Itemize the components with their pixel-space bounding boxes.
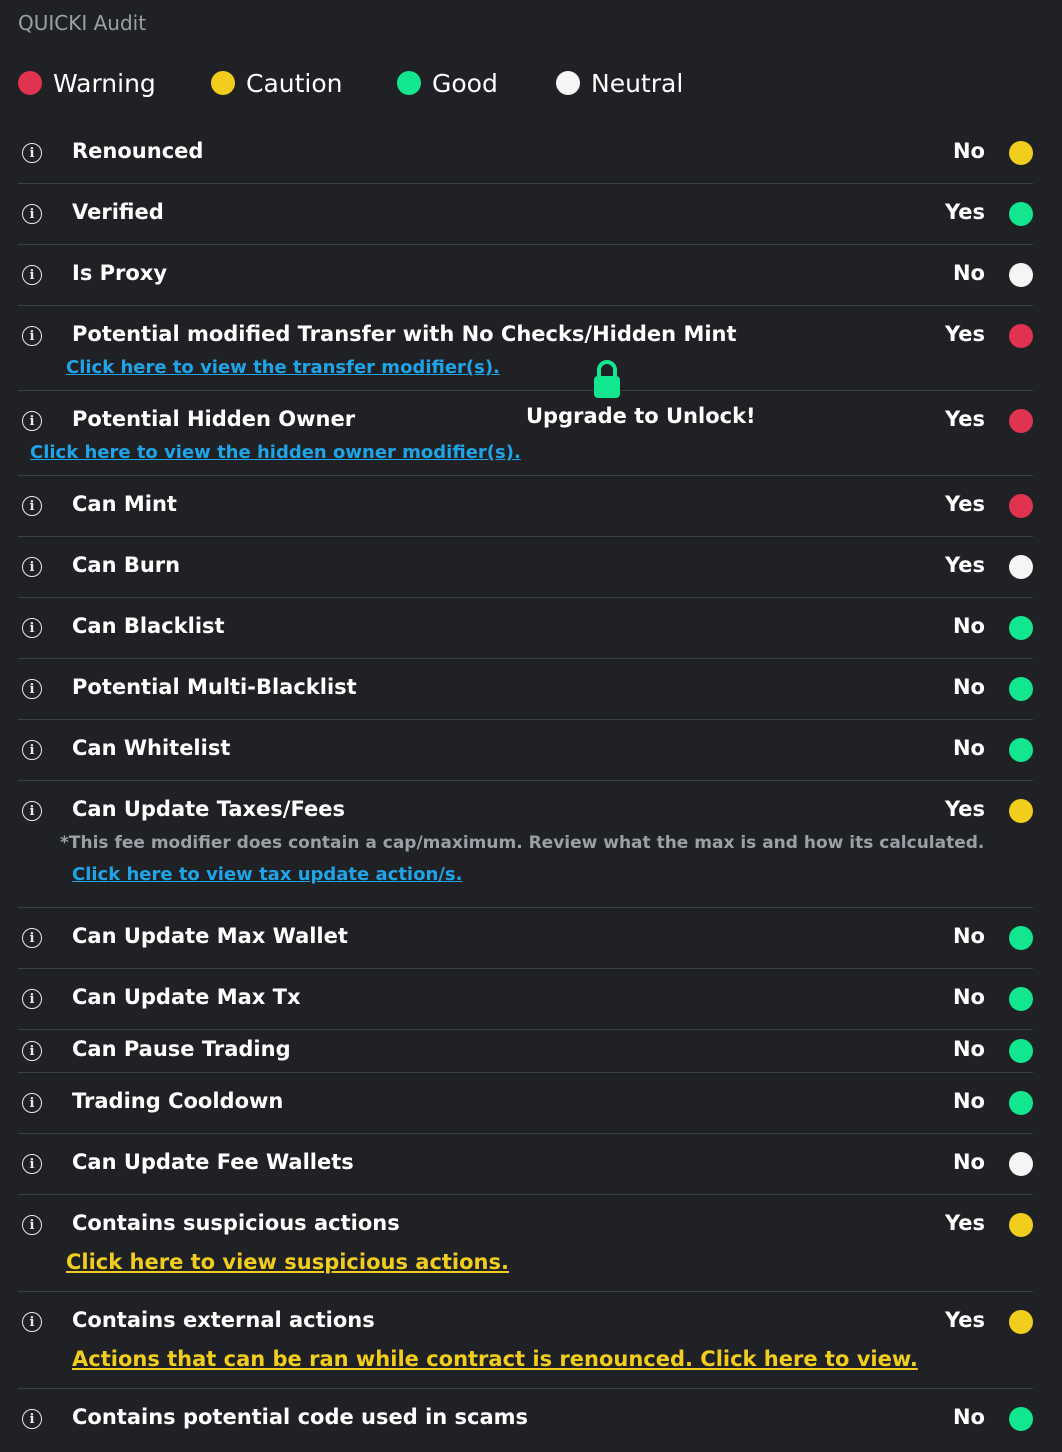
lock-icon[interactable] <box>592 359 622 399</box>
info-icon[interactable]: i <box>22 679 42 699</box>
status-good-dot-icon <box>1009 738 1033 762</box>
status-neutral-dot-icon <box>1009 1152 1033 1176</box>
info-icon[interactable]: i <box>22 1215 42 1235</box>
row-note: *This fee modifier does contain a cap/maximum. Review what the max is and how its calculated. <box>60 833 985 853</box>
status-warning-dot-icon <box>1009 409 1033 433</box>
info-icon[interactable]: i <box>22 143 42 163</box>
info-icon[interactable]: i <box>22 411 42 431</box>
info-icon[interactable]: i <box>22 1409 42 1429</box>
info-icon[interactable]: i <box>22 204 42 224</box>
row-value: No <box>952 924 985 948</box>
view-contains-suspicious-actions-link[interactable]: Click here to view suspicious actions. <box>66 1250 509 1274</box>
info-icon[interactable]: i <box>22 265 42 285</box>
audit-row-can-update-fee-wallets <box>18 1134 1033 1195</box>
row-value: No <box>952 736 985 760</box>
view-potential-modified-transfer-with-no-checks-hidden-mint-link[interactable]: Click here to view the transfer modifier(s). <box>66 357 500 378</box>
audit-row-verified <box>18 184 1033 245</box>
row-label: Is Proxy <box>72 261 168 285</box>
info-icon[interactable]: i <box>22 1093 42 1113</box>
row-label: Trading Cooldown <box>72 1089 284 1113</box>
row-label: Potential modified Transfer with No Checks/Hidden Mint <box>72 322 737 346</box>
status-warning-dot-icon <box>1009 494 1033 518</box>
status-legend <box>18 66 918 100</box>
legend-label: Neutral <box>591 68 684 98</box>
row-value: Yes <box>944 1211 985 1235</box>
row-value: No <box>952 675 985 699</box>
status-caution-dot-icon <box>1009 1310 1033 1334</box>
info-icon[interactable]: i <box>22 1312 42 1332</box>
warning-dot-icon <box>18 71 42 95</box>
info-icon[interactable]: i <box>22 740 42 760</box>
row-label: Contains potential code used in scams <box>72 1405 529 1429</box>
legend-label: Warning <box>53 68 156 98</box>
row-value: No <box>952 614 985 638</box>
row-value: No <box>952 1405 985 1429</box>
row-label: Verified <box>72 200 164 224</box>
status-good-dot-icon <box>1009 987 1033 1011</box>
row-label: Renounced <box>72 139 204 163</box>
row-value: Yes <box>944 407 985 431</box>
audit-row-can-burn <box>18 537 1033 598</box>
info-icon[interactable]: i <box>22 928 42 948</box>
row-label: Can Update Fee Wallets <box>72 1150 354 1174</box>
legend-item-warning <box>18 66 156 100</box>
audit-list <box>18 123 1033 1450</box>
info-icon[interactable]: i <box>22 496 42 516</box>
view-can-update-taxes-fees-link[interactable]: Click here to view tax update action/s. <box>72 864 463 885</box>
info-icon[interactable]: i <box>22 989 42 1009</box>
status-good-dot-icon <box>1009 677 1033 701</box>
audit-row-can-mint <box>18 476 1033 537</box>
row-label: Potential Multi-Blacklist <box>72 675 357 699</box>
audit-row-renounced <box>18 123 1033 184</box>
row-label: Potential Hidden Owner <box>72 407 356 431</box>
legend-label: Good <box>432 68 498 98</box>
row-label: Contains suspicious actions <box>72 1211 400 1235</box>
neutral-dot-icon <box>556 71 580 95</box>
info-icon[interactable]: i <box>22 618 42 638</box>
info-icon[interactable]: i <box>22 1041 42 1061</box>
legend-item-caution <box>211 66 343 100</box>
page-title: QUICKI Audit <box>18 11 147 35</box>
row-value: Yes <box>944 797 985 821</box>
row-value: Yes <box>944 553 985 577</box>
audit-row-can-whitelist <box>18 720 1033 781</box>
status-caution-dot-icon <box>1009 799 1033 823</box>
good-dot-icon <box>397 71 421 95</box>
row-label: Can Update Max Wallet <box>72 924 348 948</box>
status-caution-dot-icon <box>1009 1213 1033 1237</box>
info-icon[interactable]: i <box>22 557 42 577</box>
row-label: Can Mint <box>72 492 177 516</box>
audit-row-can-update-max-tx <box>18 969 1033 1030</box>
info-icon[interactable]: i <box>22 801 42 821</box>
row-value: No <box>952 1037 985 1061</box>
row-label: Can Whitelist <box>72 736 231 760</box>
status-warning-dot-icon <box>1009 324 1033 348</box>
audit-row-potential-modified-transfer-with-no-checks-hidden-mint <box>18 306 1033 391</box>
legend-label: Caution <box>246 68 343 98</box>
row-value: No <box>952 1150 985 1174</box>
audit-row-can-update-max-wallet <box>18 908 1033 969</box>
upgrade-to-unlock-label[interactable]: Upgrade to Unlock! <box>526 404 756 428</box>
row-value: Yes <box>944 492 985 516</box>
info-icon[interactable]: i <box>22 1154 42 1174</box>
status-good-dot-icon <box>1009 926 1033 950</box>
audit-row-contains-external-actions <box>18 1292 1033 1389</box>
row-value: Yes <box>944 1308 985 1332</box>
status-neutral-dot-icon <box>1009 263 1033 287</box>
row-label: Can Update Taxes/Fees <box>72 797 345 821</box>
legend-item-neutral <box>556 66 683 100</box>
view-contains-external-actions-link[interactable]: Actions that can be ran while contract is renounced. Click here to view. <box>72 1347 918 1371</box>
row-value: No <box>952 985 985 1009</box>
status-neutral-dot-icon <box>1009 555 1033 579</box>
row-value: Yes <box>944 200 985 224</box>
status-good-dot-icon <box>1009 1039 1033 1063</box>
row-label: Can Update Max Tx <box>72 985 301 1009</box>
status-caution-dot-icon <box>1009 141 1033 165</box>
status-good-dot-icon <box>1009 1407 1033 1431</box>
view-potential-hidden-owner-link[interactable]: Click here to view the hidden owner modifier(s). <box>30 442 521 463</box>
row-label: Contains external actions <box>72 1308 375 1332</box>
info-icon[interactable]: i <box>22 326 42 346</box>
audit-row-contains-suspicious-actions <box>18 1195 1033 1292</box>
status-good-dot-icon <box>1009 202 1033 226</box>
audit-row-is-proxy <box>18 245 1033 306</box>
row-value: No <box>952 139 985 163</box>
row-value: No <box>952 261 985 285</box>
status-good-dot-icon <box>1009 1091 1033 1115</box>
row-label: Can Blacklist <box>72 614 225 638</box>
audit-row-can-update-taxes-fees <box>18 781 1033 908</box>
row-label: Can Pause Trading <box>72 1037 291 1061</box>
legend-item-good <box>397 66 498 100</box>
audit-row-contains-potential-code-used-in-scams <box>18 1389 1033 1450</box>
caution-dot-icon <box>211 71 235 95</box>
audit-row-trading-cooldown <box>18 1073 1033 1134</box>
row-label: Can Burn <box>72 553 181 577</box>
row-value: No <box>952 1089 985 1113</box>
audit-row-can-blacklist <box>18 598 1033 659</box>
status-good-dot-icon <box>1009 616 1033 640</box>
row-value: Yes <box>944 322 985 346</box>
audit-row-potential-multi-blacklist <box>18 659 1033 720</box>
audit-row-can-pause-trading <box>18 1030 1033 1073</box>
